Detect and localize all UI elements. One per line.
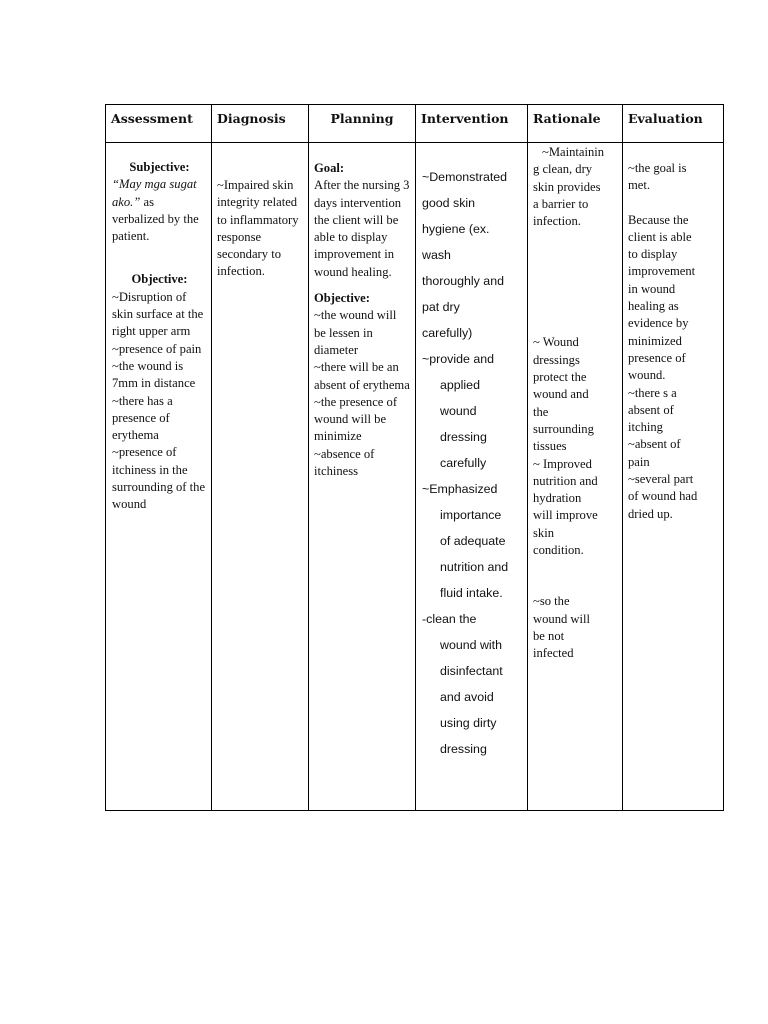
header-evaluation: Evaluation — [623, 105, 724, 143]
intervention-list — [416, 143, 527, 762]
nursing-care-plan-table — [105, 104, 724, 811]
evaluation-line: ~absent of — [628, 437, 681, 452]
evaluation-line: absent of — [628, 402, 674, 417]
evaluation-block-2 — [628, 212, 719, 523]
evaluation-line: to display — [628, 247, 678, 262]
diagnosis-cell — [212, 143, 309, 811]
diagnosis-text: ~Impaired skin integrity related to inflammatory response secondary to infection. — [217, 178, 299, 279]
header-diagnosis: Diagnosis — [212, 105, 309, 143]
rationale-block-2 — [533, 334, 618, 559]
evaluation-block-1 — [628, 160, 719, 195]
intervention-line: using dirty — [440, 716, 497, 730]
rationale-line: wound and — [533, 387, 589, 402]
evaluation-line: improvement — [628, 264, 696, 279]
evaluation-line: minimized — [628, 333, 682, 348]
intervention-line: nutrition and — [440, 560, 509, 574]
rationale-line: hydration — [533, 491, 582, 506]
intervention-line: -clean the — [422, 612, 477, 626]
rationale-line: nutrition and — [533, 473, 598, 488]
rationale-line: skin — [533, 525, 554, 540]
evaluation-line: dried up. — [628, 506, 673, 521]
header-assessment: Assessment — [106, 105, 212, 143]
assessment-item: ~presence of pain — [112, 341, 202, 356]
assessment-item: ~Disruption of skin surface at the right upper arm — [112, 289, 204, 339]
assessment-item: ~the wound is 7mm in distance — [112, 358, 196, 391]
intervention-line: fluid intake. — [440, 586, 503, 600]
rationale-line: ~Maintainin — [542, 145, 605, 159]
evaluation-line: Because the — [628, 212, 689, 227]
intervention-line: of adequate — [440, 534, 506, 548]
header-rationale: Rationale — [528, 105, 623, 143]
rationale-line: dressings — [533, 352, 580, 367]
rationale-line: tissues — [533, 439, 567, 454]
planning-item: ~absence of itchiness — [314, 446, 375, 479]
intervention-cell — [416, 143, 528, 811]
rationale-line: a barrier to — [533, 196, 589, 211]
patient-quote-suffix: as verbalized by the patient. — [112, 194, 199, 244]
intervention-line: and avoid — [440, 690, 494, 704]
evaluation-line: client is able — [628, 229, 692, 244]
intervention-line: dressing — [440, 430, 487, 444]
evaluation-line: wound. — [628, 368, 666, 383]
intervention-line: good skin — [422, 196, 476, 210]
intervention-line: ~provide and — [422, 352, 494, 366]
intervention-line: importance — [440, 508, 502, 522]
intervention-line: wound — [440, 404, 477, 418]
header-row — [106, 105, 724, 143]
evaluation-line: met. — [628, 178, 651, 193]
evaluation-line: in wound — [628, 281, 676, 296]
rationale-line: infected — [533, 646, 574, 661]
intervention-line: hygiene (ex. — [422, 222, 490, 236]
header-planning: Planning — [309, 105, 416, 143]
rationale-line: ~ Improved — [533, 456, 592, 471]
patient-statement — [112, 176, 207, 245]
intervention-line: disinfectant — [440, 664, 503, 678]
evaluation-line: ~the goal is — [628, 161, 687, 175]
intervention-line: dressing — [440, 742, 487, 756]
planning-item: ~there will be an absent of erythema — [314, 360, 410, 392]
evaluation-line: of wound had — [628, 489, 698, 504]
rationale-line: wound will — [533, 611, 591, 626]
intervention-line: thoroughly and — [422, 274, 504, 288]
intervention-line: ~Emphasized — [422, 482, 498, 496]
evaluation-line: ~there s a — [628, 385, 677, 400]
goal-heading: Goal: — [314, 161, 345, 175]
evaluation-line: pain — [628, 454, 650, 469]
intervention-line: wash — [422, 248, 451, 262]
assessment-item: ~presence of itchiness in the surrounding of the wound — [112, 445, 206, 512]
evaluation-cell — [623, 143, 724, 811]
goal-text: After the nursing 3 days intervention the client will be able to display improvement in wound healing. — [314, 178, 410, 279]
evaluation-line: evidence by — [628, 316, 689, 331]
rationale-line: will improve — [533, 508, 598, 523]
rationale-line: g clean, dry — [533, 162, 593, 177]
planning-item: ~the presence of wound will be minimize — [314, 394, 398, 444]
assessment-item: ~there has a presence of erythema — [112, 393, 173, 443]
evaluation-line: itching — [628, 420, 663, 435]
planning-item: ~the wound will be lessen in diameter — [314, 308, 397, 357]
objective-heading: Objective: — [131, 272, 188, 287]
intervention-line: pat dry — [422, 300, 460, 314]
assessment-cell — [106, 143, 212, 811]
intervention-line: carefully — [440, 456, 487, 470]
rationale-block-3 — [533, 593, 618, 662]
intervention-line: wound with — [440, 638, 502, 652]
rationale-block-1 — [533, 144, 618, 230]
planning-objective-heading: Objective: — [314, 291, 370, 306]
patient-quote: “May mga sugat ako.” — [112, 177, 197, 209]
rationale-line: infection. — [533, 214, 581, 229]
rationale-line: surrounding — [533, 421, 594, 436]
rationale-line: protect the — [533, 370, 587, 385]
rationale-line: ~so the — [533, 594, 570, 609]
content-row — [106, 143, 724, 811]
intervention-line: carefully) — [422, 326, 473, 340]
evaluation-line: ~several part — [628, 472, 694, 487]
rationale-line: skin provides — [533, 179, 601, 194]
evaluation-line: presence of — [628, 350, 686, 365]
rationale-line: ~ Wound — [533, 335, 579, 350]
rationale-line: the — [533, 404, 549, 419]
header-intervention: Intervention — [416, 105, 528, 143]
planning-cell — [309, 143, 416, 811]
rationale-line: be not — [533, 628, 565, 643]
intervention-line: ~Demonstrated — [422, 170, 508, 184]
evaluation-line: healing as — [628, 299, 679, 314]
rationale-line: condition. — [533, 543, 584, 558]
rationale-cell — [528, 143, 623, 811]
subjective-heading: Subjective: — [129, 160, 190, 174]
intervention-line: applied — [440, 378, 480, 392]
